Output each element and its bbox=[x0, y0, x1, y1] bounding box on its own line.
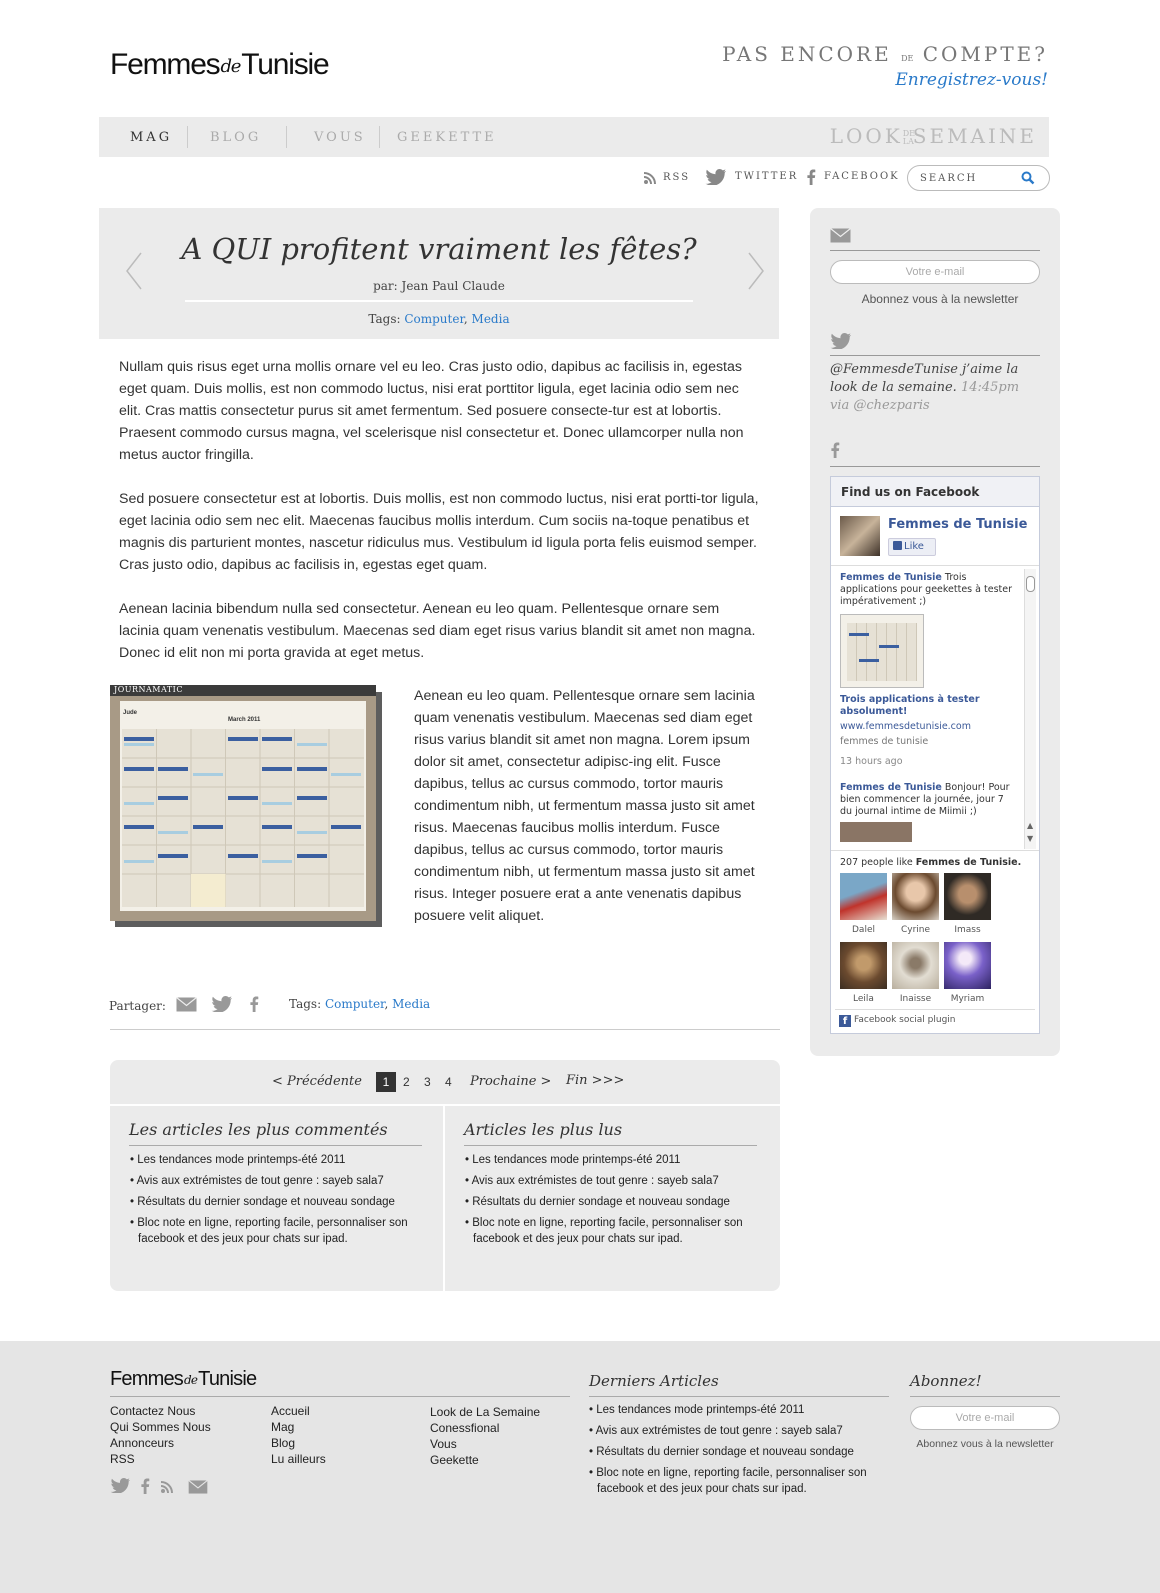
divider bbox=[830, 250, 1040, 251]
share-label: Partager: bbox=[109, 999, 166, 1013]
search-icon[interactable] bbox=[1021, 171, 1035, 185]
email-icon[interactable] bbox=[188, 1480, 208, 1494]
facebook-link[interactable]: FACEBOOK bbox=[806, 168, 901, 186]
footer-links-col2 bbox=[271, 1403, 326, 1467]
next-page-link[interactable]: Prochaine > bbox=[470, 1074, 552, 1089]
rss-icon bbox=[643, 171, 657, 185]
most-read-title: Articles les plus lus bbox=[464, 1120, 623, 1139]
list-item[interactable]: • Bloc note en ligne, reporting facile, personnaliser son facebook et des jeux pour chats sur ipad. bbox=[589, 1467, 867, 1495]
divider bbox=[830, 355, 1040, 356]
divider bbox=[110, 1396, 570, 1397]
fb-fan-name[interactable]: Myriam bbox=[950, 994, 985, 1004]
tag-media[interactable]: Media bbox=[392, 997, 431, 1011]
article-footer-tags: Tags: Computer, Media bbox=[289, 997, 431, 1011]
fb-post-time: 13 hours ago bbox=[840, 756, 903, 767]
list-item[interactable]: • Résultats du dernier sondage et nouveau sondage bbox=[589, 1446, 854, 1458]
divider bbox=[910, 1396, 1060, 1397]
nav-divider bbox=[187, 126, 188, 148]
article-image bbox=[110, 685, 382, 927]
footer-links-col1 bbox=[110, 1403, 211, 1467]
fb-post-image[interactable] bbox=[840, 614, 924, 688]
fb-divider bbox=[835, 1009, 1035, 1010]
screenshot-user: Jude bbox=[123, 710, 138, 716]
facebook-share-icon[interactable] bbox=[249, 996, 259, 1012]
footer-link[interactable]: RSS bbox=[110, 1452, 135, 1466]
fb-fan-name[interactable]: Cyrine bbox=[900, 925, 931, 935]
fb-link-title[interactable]: Trois applications à tester absolument! bbox=[840, 694, 980, 717]
next-article-arrow-icon[interactable] bbox=[743, 251, 767, 291]
fb-fan-name[interactable]: Leila bbox=[853, 994, 874, 1004]
rss-link[interactable]: RSS bbox=[643, 170, 703, 186]
facebook-icon bbox=[806, 169, 816, 185]
tag-media[interactable]: Media bbox=[471, 312, 510, 326]
newsletter-envelope-icon bbox=[830, 228, 851, 243]
divider bbox=[589, 1396, 889, 1397]
footer bbox=[0, 1341, 1160, 1593]
newsletter-caption: Abonnez vous à la newsletter bbox=[861, 292, 1019, 306]
fb-stream-scrollbar[interactable] bbox=[1024, 569, 1036, 849]
list-item[interactable]: • Les tendances mode printemps-été 2011 bbox=[465, 1154, 681, 1166]
footer-link[interactable]: Qui Sommes Nous bbox=[110, 1420, 211, 1434]
footer-logo[interactable]: FemmesdeTunisie bbox=[110, 1368, 257, 1390]
divider bbox=[830, 466, 1040, 467]
article-author: par: Jean Paul Claude bbox=[373, 279, 505, 293]
list-item[interactable]: • Avis aux extrémistes de tout genre : sayeb sala7 bbox=[589, 1425, 843, 1437]
fb-fan-avatar[interactable] bbox=[944, 873, 991, 920]
tag-computer[interactable]: Computer bbox=[404, 312, 464, 326]
article-tags: Tags: Computer, Media bbox=[368, 312, 510, 326]
fb-fan-avatar[interactable] bbox=[840, 873, 887, 920]
scrollbar-thumb[interactable] bbox=[1026, 576, 1035, 592]
footer-link[interactable]: Annonceurs bbox=[110, 1436, 175, 1450]
fb-fan-name[interactable]: Imass bbox=[954, 925, 981, 935]
article-header bbox=[99, 208, 779, 339]
footer-email-input[interactable]: Votre e-mail bbox=[910, 1406, 1060, 1430]
nav-divider bbox=[286, 126, 287, 148]
title-underline bbox=[185, 300, 693, 302]
pagination bbox=[110, 1060, 780, 1104]
facebook-like-box bbox=[830, 476, 1040, 1034]
fb-box-title: Find us on Facebook bbox=[831, 477, 1039, 507]
twitter-share-icon[interactable] bbox=[211, 996, 233, 1012]
subscribe-title: Abonnez! bbox=[910, 1372, 982, 1390]
tag-computer[interactable]: Computer bbox=[324, 997, 385, 1011]
most-read-list bbox=[465, 1152, 765, 1252]
fb-fan-name[interactable]: Dalel bbox=[852, 925, 875, 935]
twitter-bird-icon[interactable] bbox=[110, 1478, 131, 1493]
fb-post-image[interactable] bbox=[840, 822, 912, 842]
newsletter-email-input[interactable]: Votre e-mail bbox=[830, 260, 1040, 284]
previous-page-link[interactable]: < Précédente bbox=[272, 1074, 362, 1089]
fb-page-avatar[interactable] bbox=[840, 516, 880, 556]
list-item[interactable]: • Bloc note en ligne, reporting facile, personnaliser son facebook et des jeux pour chats sur ipad. bbox=[130, 1217, 408, 1245]
fb-fan-avatar[interactable] bbox=[892, 873, 939, 920]
divider bbox=[464, 1145, 757, 1146]
search-input[interactable]: SEARCH bbox=[907, 165, 1050, 191]
screenshot-app-name: JOURNAMATIC bbox=[114, 685, 183, 694]
list-item[interactable]: • Résultats du dernier sondage et nouveau sondage bbox=[465, 1196, 730, 1208]
most-commented-panel bbox=[110, 1106, 443, 1291]
latest-tweet: @FemmesdeTunise j’aime la look de la semaine. 14:45pm via @chezparis bbox=[830, 362, 1020, 413]
article-paragraph: Sed posuere consectetur est at lobortis. Duis mollis, est non commodo luctus, nisi erat portti-tor ligula, eget lacinia odio sem nec elit. Maecenas faucibus mollis interdum. Cum sociis na-toque penatibus et magnis dis parturient montes, nascetur ridiculus mus. Vestibulum id ligula porta felis euismod semper. Cras justo odio, dapibus ac facilisis in, egestas eget quam. bbox=[119, 491, 759, 573]
most-commented-title: Les articles les plus commentés bbox=[129, 1120, 388, 1139]
fb-fan-avatar[interactable] bbox=[944, 942, 991, 989]
thumbs-up-icon bbox=[893, 541, 902, 550]
article-title: A QUI profitent vraiment les fêtes? bbox=[181, 232, 697, 266]
twitter-link[interactable]: TWITTER bbox=[705, 168, 795, 186]
nav-vous[interactable]: VOUS bbox=[314, 130, 366, 145]
twitter-bird-icon bbox=[830, 333, 852, 349]
site-logo[interactable]: FemmesdeTunisie bbox=[110, 48, 329, 81]
calendar-grid bbox=[122, 729, 364, 907]
fb-fan-avatar[interactable] bbox=[892, 942, 939, 989]
footer-links-col3 bbox=[430, 1404, 540, 1468]
divider bbox=[110, 1029, 780, 1030]
fb-stream bbox=[840, 572, 1016, 850]
list-item[interactable]: • Avis aux extrémistes de tout genre : sayeb sala7 bbox=[465, 1175, 719, 1187]
list-item[interactable]: • Résultats du dernier sondage et nouveau sondage bbox=[130, 1196, 395, 1208]
fb-like-button[interactable]: Like bbox=[888, 538, 936, 556]
fb-link-url[interactable]: www.femmesdetunisie.com bbox=[840, 721, 971, 732]
fb-post: Femmes de Tunisie Bonjour! Pour bien commencer la journée, jour 7 du journal intime de Miimii ;) bbox=[840, 782, 1010, 817]
fb-divider bbox=[831, 850, 1039, 851]
fb-fan-name[interactable]: Inaisse bbox=[899, 994, 932, 1004]
nav-blog[interactable]: BLOG bbox=[210, 130, 262, 145]
fb-plugin-footer[interactable]: f Facebook social plugin bbox=[839, 1015, 956, 1027]
fb-link-source: femmes de tunisie bbox=[840, 736, 929, 747]
twitter-bird-icon bbox=[705, 169, 727, 185]
fb-likes-count: 207 people like Femmes de Tunisie. bbox=[840, 857, 1022, 868]
main-nav bbox=[99, 117, 1049, 157]
last-page-link[interactable]: Fin >>> bbox=[566, 1073, 625, 1088]
article-paragraph: Nullam quis risus eget urna mollis ornare vel eu leo. Cras justo odio, dapibus ac facilisis in, egestas eget quam. Duis mollis, est non commodo luctus, nisi erat porttitor ligula, eget lacinia odio sem nec elit. Cras mattis consectetur purus sit amet fermentum. Sed posuere consecte-tur est at lobortis. Praesent commodo cursus magna, vel scelerisque nisl consectetur et. Donec ullamcorper nulla non metus auctor fringilla. bbox=[119, 359, 744, 463]
most-commented-list bbox=[130, 1152, 430, 1252]
footer-link[interactable]: Lu ailleurs bbox=[271, 1452, 326, 1466]
facebook-logo-icon: f bbox=[839, 1015, 851, 1027]
article-paragraph: Aenean lacinia bibendum nulla sed consectetur. Aenean eu leo quam. Pellentesque ornare sem lacinia quam venenatis vestibulum. Maecenas sed diam eget risus varius blandit sit amet non magna. Donec id elit non mi porta gravida at eget metus. bbox=[119, 601, 756, 661]
scroll-up-arrow-icon[interactable]: ▲ bbox=[1027, 821, 1034, 830]
facebook-icon[interactable] bbox=[140, 1478, 150, 1494]
fb-page-name[interactable]: Femmes de Tunisie bbox=[888, 517, 1028, 532]
recent-articles-title: Derniers Articles bbox=[589, 1372, 719, 1390]
footer-link[interactable]: Blog bbox=[271, 1436, 296, 1450]
recent-articles-list bbox=[589, 1402, 889, 1502]
page-4[interactable]: 4 bbox=[445, 1075, 452, 1089]
screenshot-month: March 2011 bbox=[228, 717, 261, 723]
footer-link[interactable]: Vous bbox=[430, 1437, 457, 1451]
list-item[interactable]: • Avis aux extrémistes de tout genre : sayeb sala7 bbox=[130, 1175, 384, 1187]
footer-link[interactable]: Geekette bbox=[430, 1453, 479, 1467]
register-link[interactable]: Enregistrez-vous! bbox=[895, 70, 1048, 90]
nav-geekette[interactable]: GEEKETTE bbox=[397, 130, 497, 145]
facebook-icon bbox=[830, 442, 840, 458]
fb-divider bbox=[831, 565, 1039, 566]
sidebar bbox=[810, 208, 1060, 1056]
fb-post: Femmes de Tunisie Trois applications pour geekettes à tester impérativement ;) bbox=[840, 572, 1012, 607]
footer-link[interactable]: Contactez Nous bbox=[110, 1404, 196, 1418]
nav-divider bbox=[379, 126, 380, 148]
nav-mag[interactable]: MAG bbox=[130, 130, 173, 145]
look-de-la-semaine-link[interactable]: LOOKDE LASEMAINE bbox=[829, 124, 1037, 148]
footer-link[interactable]: Accueil bbox=[271, 1404, 310, 1418]
list-item[interactable]: • Les tendances mode printemps-été 2011 bbox=[589, 1404, 805, 1416]
footer-link[interactable]: Conessfional bbox=[430, 1421, 500, 1435]
scroll-down-arrow-icon[interactable]: ▼ bbox=[1027, 834, 1034, 843]
divider bbox=[129, 1145, 422, 1146]
page-1[interactable]: 1 bbox=[376, 1072, 396, 1092]
footer-link[interactable]: Mag bbox=[271, 1420, 295, 1434]
fb-fan-avatar[interactable] bbox=[840, 942, 887, 989]
signup-prompt: PAS ENCORE DE COMPTE? bbox=[722, 42, 1048, 66]
list-item[interactable]: • Bloc note en ligne, reporting facile, personnaliser son facebook et des jeux pour chats sur ipad. bbox=[465, 1217, 743, 1245]
footer-link[interactable]: Look de La Semaine bbox=[430, 1405, 541, 1419]
list-item[interactable]: • Les tendances mode printemps-été 2011 bbox=[130, 1154, 346, 1166]
page-3[interactable]: 3 bbox=[424, 1075, 431, 1089]
article-paragraph: Aenean eu leo quam. Pellentesque ornare sem lacinia quam venenatis vestibulum. Maecenas sed diam eget risus varius blandit sit amet non magna. Lorem ipsum dolor sit amet, consectetur adipisc-ing elit. Fusce dapibus, tellus ac cursus commodo, tortor mauris condimentum nibh, ut fermentum massa justo sit amet risus. Maecenas faucibus mollis interdum. Fusce dapibus, tellus ac cursus commodo, tortor mauris condimentum nibh, ut fermentum massa justo sit amet risus. Integer posuere erat a ante venenatis dapibus posuere velit aliquet. bbox=[414, 688, 755, 924]
page-2[interactable]: 2 bbox=[403, 1075, 410, 1089]
rss-icon[interactable] bbox=[160, 1480, 174, 1494]
email-share-icon[interactable] bbox=[176, 997, 197, 1012]
most-read-panel bbox=[445, 1106, 780, 1291]
footer-newsletter-caption: Abonnez vous à la newsletter bbox=[916, 1438, 1054, 1450]
